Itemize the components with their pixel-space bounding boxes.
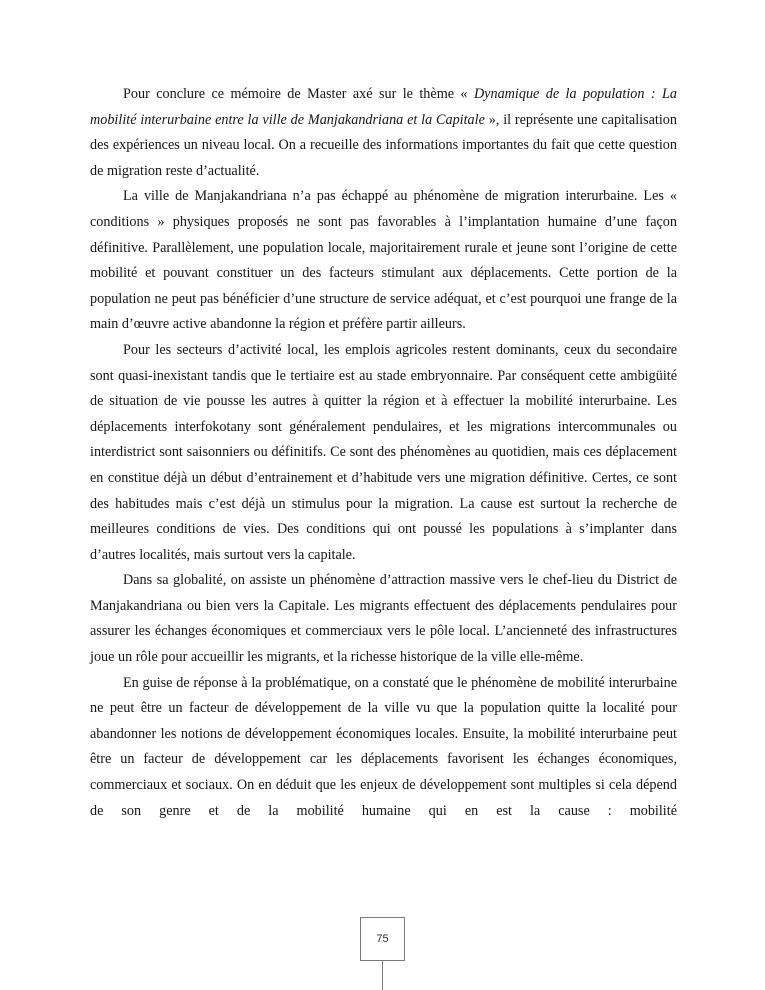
paragraph-globalite: Dans sa globalité, on assiste un phénomène d’attraction massive vers le chef-lieu du District de Manjakandriana ou bien vers la Capitale. Les migrants effectuent des déplacements pendulaires pour assurer les échanges économiques et commerciaux vers le pôle local. L’ancienneté des infrastructures joue un rôle pour accueillir les migrants, et la richesse historique de la ville elle-même.: [90, 572, 677, 666]
frame-anchor-line: [382, 961, 383, 990]
paragraph-text: Pour conclure ce mémoire de Master axé sur le thème «: [123, 86, 474, 102]
body-text: [90, 82, 677, 824]
page-number-frame: [0, 917, 765, 990]
paragraph-secteurs-activite: Pour les secteurs d’activité local, les emplois agricoles restent dominants, ceux du secondaire sont quasi-inexistant tandis que le tertiaire est au stade embryonnaire. Par conséquent cette ambigüité de situation de vie pousse les autres à quitter la région et à effectuer la mobilité interurbaine. Les déplacements interfokotany sont généralement pendulaires, et les migrations intercommunales ou interdistrict sont saisonniers ou définitifs. Ce sont des phénomènes au quotidien, mais ces déplacement en constitue déjà un début d’entrainement et d’habitude vers une migration définitive. Certes, ce sont des habitudes mais c’est déjà un stimulus pour la migration. La cause est surtout la recherche de meilleures conditions de vies. Des conditions qui ont poussé les populations à s’implanter dans d’autres localités, mais surtout vers la capitale.: [90, 341, 677, 563]
paragraph-text: », il représente une capitalisation des expériences un niveau local. On a recueille des informations importantes du fait que cette question de migration reste d’actualité.: [90, 111, 677, 179]
paragraph-reponse-problematique: En guise de réponse à la problématique, on a constaté que le phénomène de mobilité interurbaine ne peut être un facteur de développement de la ville vu que la population quitte la localité pour abandonner les notions de développement économiques locales. Ensuite, la mobilité interurbaine peut être un facteur de développement car les déplacements favorisent les échanges économiques, commerciaux et sociaux. On en déduit que les enjeux de développement sont multiples si cela dépend de son genre et de la mobilité humaine qui en est la cause : mobilité: [90, 674, 677, 819]
page-number-box: [360, 917, 405, 961]
paragraph-ville-manjakandriana: La ville de Manjakandriana n’a pas échappé au phénomène de migration interurbaine. Les « conditions » physiques proposés ne sont pas favorables à l’implantation humaine d’une façon définitive. Parallèlement, une population locale, majoritairement rurale et jeune sont l’origine de cette mobilité et pouvant constituer un des facteurs stimulant aux déplacements. Cette portion de la population ne peut pas bénéficier d’une structure de service adéquat, et c’est pourquoi une frange de la main d’œuvre active abandonne la région et préfère partir ailleurs.: [90, 188, 677, 333]
page-number: 75: [376, 933, 389, 945]
thesis-title-italic: Dynamique de la population : La mobilité interurbaine entre la ville de Manjakandriana et la Capitale: [90, 86, 677, 128]
paragraph-conclusion-intro: [90, 82, 677, 184]
